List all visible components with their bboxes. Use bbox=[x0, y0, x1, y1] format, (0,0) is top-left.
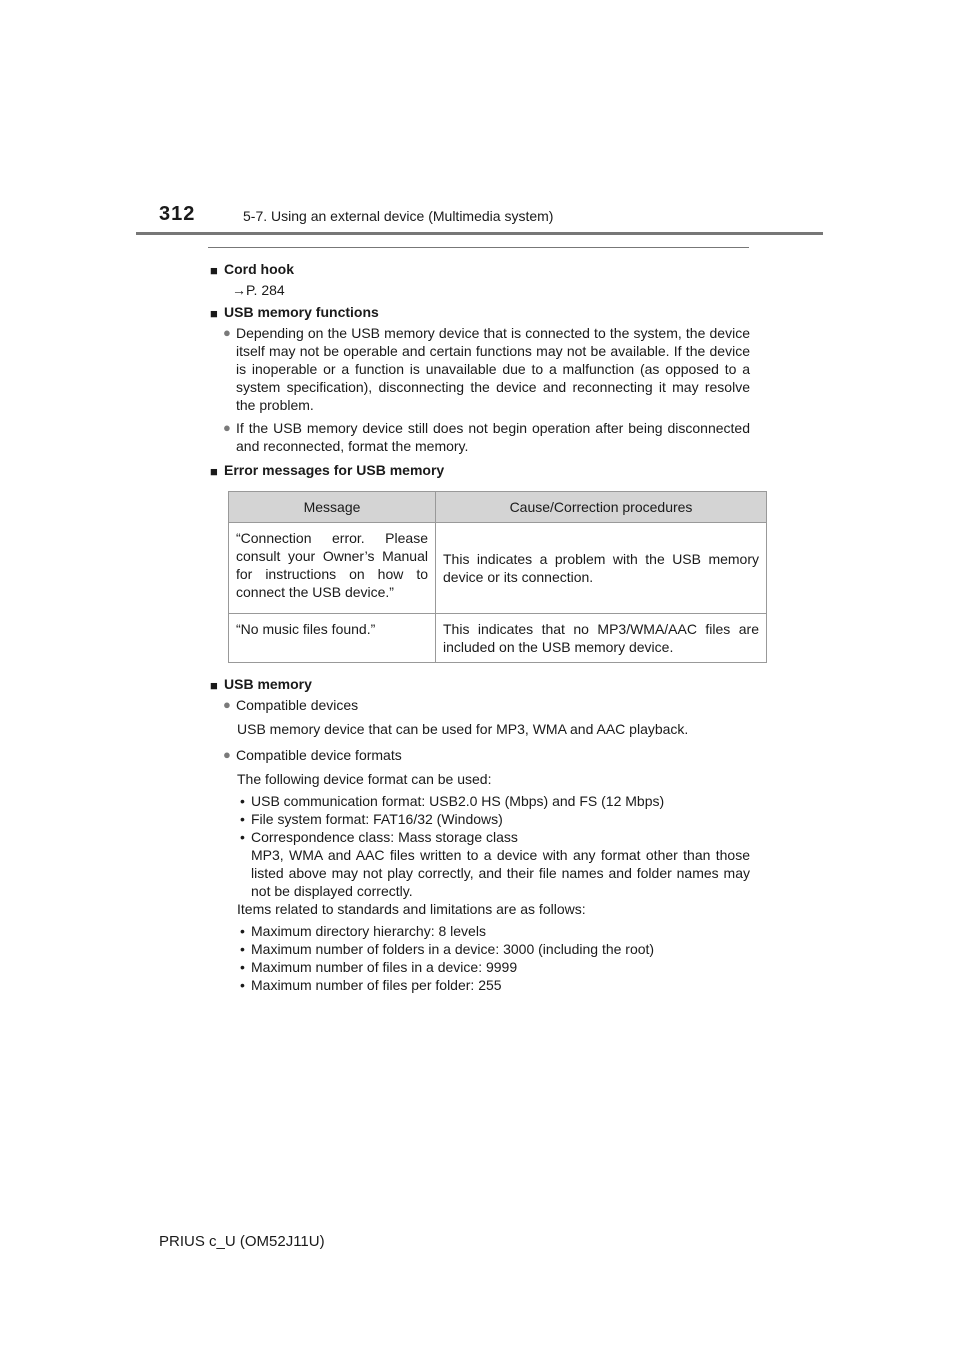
column-header-message: Message bbox=[229, 492, 436, 523]
circle-bullet-icon: ● bbox=[223, 697, 231, 712]
column-header-cause: Cause/Correction procedures bbox=[436, 492, 767, 523]
list-item bbox=[210, 696, 750, 714]
list-item: • USB communication format: USB2.0 HS (Mbps) and FS (12 Mbps) bbox=[240, 793, 665, 809]
list-item-text: Maximum number of files per folder: 255 bbox=[251, 977, 502, 993]
section-heading-errors bbox=[210, 461, 750, 479]
message-cell: “No music files found.” bbox=[229, 614, 436, 663]
formats-intro: The following device format can be used: bbox=[237, 771, 492, 787]
section-title: USB memory bbox=[224, 676, 312, 692]
section-title: USB memory functions bbox=[224, 304, 379, 320]
error-messages-table bbox=[228, 491, 767, 663]
circle-bullet-icon: ● bbox=[223, 747, 231, 762]
section-title: Cord hook bbox=[224, 261, 294, 277]
circle-bullet-icon: ● bbox=[223, 420, 231, 435]
list-item: • Maximum number of folders in a device: 3000 (including the root) bbox=[240, 941, 655, 957]
list-item: • Maximum number of files in a device: 9999 bbox=[240, 959, 518, 975]
list-item-text: Maximum directory hierarchy: 8 levels bbox=[251, 923, 486, 939]
chapter-title: 5-7. Using an external device (Multimedia system) bbox=[243, 208, 554, 224]
bullet-text: If the USB memory device still does not begin operation after being disconnected and reconnected, format the memory. bbox=[236, 420, 750, 454]
square-bullet-icon: ■ bbox=[210, 263, 218, 278]
bullet-text: Compatible device formats bbox=[236, 747, 402, 763]
section-heading-usb-functions bbox=[210, 303, 750, 321]
footer-model: PRIUS c_U (OM52J11U) bbox=[159, 1233, 325, 1250]
list-item: • Maximum directory hierarchy: 8 levels bbox=[240, 923, 486, 939]
section-heading-usb-memory bbox=[210, 675, 750, 693]
list-item: • Correspondence class: Mass storage class bbox=[240, 829, 518, 845]
list-item-text: Maximum number of folders in a device: 3000 (including the root) bbox=[251, 941, 655, 957]
bullet-text: Depending on the USB memory device that is connected to the system, the device itself may not be operable and certain functions may not be available. If the device is inoperable or a function is unavailable due to a malfunction (as opposed to a system specification), disconnecting the device and reconnecting it may resolve the problem. bbox=[236, 325, 750, 413]
list-item: • Maximum number of files per folder: 255 bbox=[240, 977, 502, 993]
list-item-text: Maximum number of files in a device: 9999 bbox=[251, 959, 518, 975]
cause-cell: This indicates that no MP3/WMA/AAC files are included on the USB memory device. bbox=[436, 614, 767, 663]
list-item: • File system format: FAT16/32 (Windows) bbox=[240, 811, 503, 827]
page-number: 312 bbox=[159, 203, 196, 225]
list-item bbox=[210, 324, 750, 414]
table-row bbox=[229, 614, 767, 663]
bullet-text: Compatible devices bbox=[236, 697, 359, 713]
limits-intro: Items related to standards and limitations are as follows: bbox=[237, 901, 586, 917]
section-heading-cord-hook bbox=[210, 260, 750, 278]
square-bullet-icon: ■ bbox=[210, 464, 218, 479]
list-item-text: USB communication format: USB2.0 HS (Mbps) and FS (12 Mbps) bbox=[251, 793, 665, 809]
devices-description: USB memory device that can be used for MP3, WMA and AAC playback. bbox=[237, 721, 689, 737]
section-rule bbox=[208, 247, 749, 248]
table-header-row bbox=[229, 492, 767, 523]
circle-bullet-icon: ● bbox=[223, 325, 231, 340]
table-row bbox=[229, 523, 767, 614]
list-item bbox=[210, 746, 750, 764]
header-rule bbox=[136, 232, 823, 235]
list-item bbox=[210, 419, 750, 455]
section-title: Error messages for USB memory bbox=[224, 462, 445, 478]
formats-note: MP3, WMA and AAC files written to a device with any format other than those listed above may not play correctly, and their file names and folder names may not be displayed correctly. bbox=[251, 847, 750, 899]
cause-cell: This indicates a problem with the USB memory device or its connection. bbox=[436, 523, 767, 614]
square-bullet-icon: ■ bbox=[210, 678, 218, 693]
list-item-text: File system format: FAT16/32 (Windows) bbox=[251, 811, 503, 827]
message-cell: “Connection error. Please consult your Owner’s Manual for instructions on how to connect the USB device.” bbox=[229, 523, 436, 614]
page-reference-link[interactable]: →P. 284 bbox=[232, 282, 285, 298]
list-item-text: Correspondence class: Mass storage class bbox=[251, 829, 518, 845]
page-content bbox=[210, 256, 759, 994]
square-bullet-icon: ■ bbox=[210, 306, 218, 321]
